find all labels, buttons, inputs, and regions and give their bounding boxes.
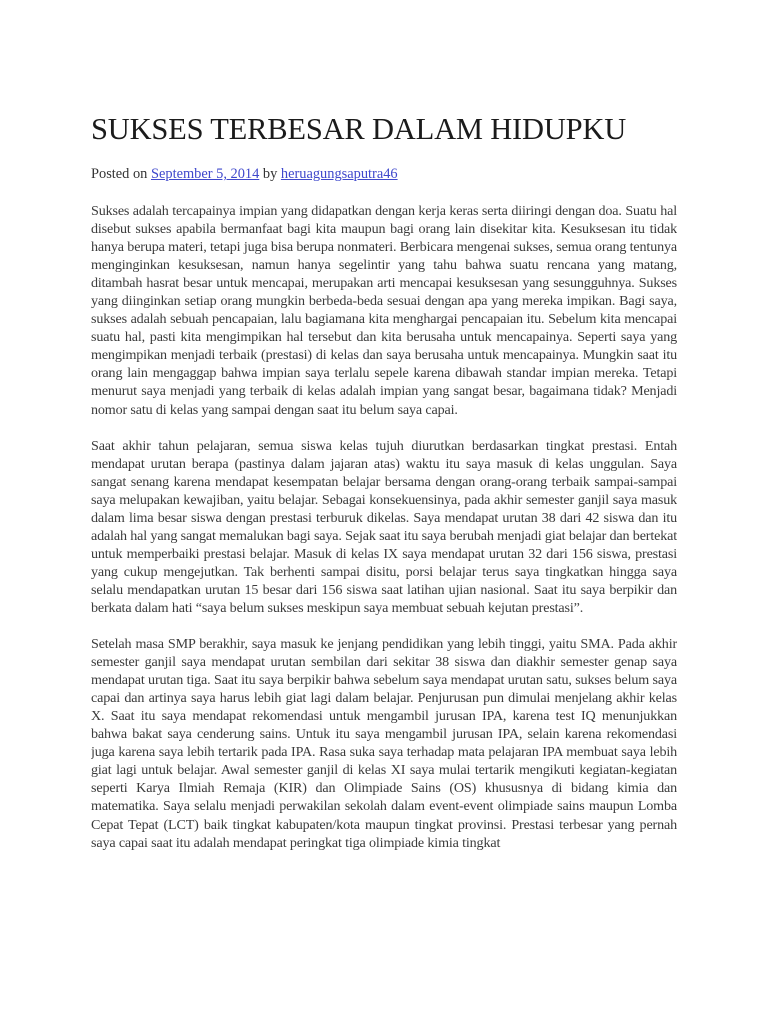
document-page	[91, 0, 677, 1024]
paragraph-1: Sukses adalah tercapainya impian yang didapatkan dengan kerja keras serta diiringi dengan doa. Suatu hal disebut sukses apabila bermanfaat bagi kita maupun bagi orang lain disekitar kita. Kesuksesan itu tidak hanya berupa materi, tetapi juga bisa berupa nonmateri. Berbicara mengenai sukses, semua orang tentunya menginginkan kesuksesan, namun hanya segelintir yang tahu bahwa suatu rencana yang matang, ditambah hasrat besar untuk mencapai, merupakan arti mencapai kesuksesan yang sesungguhnya. Sukses yang diinginkan setiap orang mungkin berbeda-beda sesuai dengan apa yang mereka impikan. Bagi saya, sukses adalah sebuah pencapaian, lalu bagiamana kita menghargai pencapaian itu. Sebelum kita mencapai suatu hal, pasti kita mengimpikan hal tersebut dan kita berusaha untuk mencapainya. Seperti saya yang mengimpikan menjadi terbaik (prestasi) di kelas dan saya berusaha untuk mencapainya. Mungkin saat itu orang lain mengaggap bahwa impian saya terlalu sepele karena dibawah standar impian mereka. Tetapi menurut saya menjadi yang terbaik di kelas adalah impian yang sangat besar, bagaimana tidak? Menjadi nomor satu di kelas yang sampai dengan saat itu belum saya capai.	[91, 203, 677, 418]
by-label: by	[262, 166, 278, 182]
author-link[interactable]: heruagungsaputra46	[280, 166, 398, 182]
post-title: SUKSES TERBESAR DALAM HIDUPKU	[91, 112, 627, 146]
paragraph-2: Saat akhir tahun pelajaran, semua siswa kelas tujuh diurutkan berdasarkan tingkat prestasi. Entah mendapat urutan berapa (pastinya dalam jajaran atas) waktu itu saya masuk di kelas unggulan. Saya sangat senang karena mendapat kesempatan belajar bersama dengan orang-orang terbaik sampai-sampai saya melupakan kewajiban, yaitu belajar. Sebagai konsekuensinya, pada akhir semester ganjil saya masuk dalam lima besar siswa dengan prestasi terburuk dikelas. Saya mendapat urutan 38 dari 42 siswa dan itu adalah hal yang sangat memalukan bagi saya. Sejak saat itu saya berubah menjadi giat belajar dan bertekat untuk memperbaiki prestasi belajar. Masuk di kelas IX saya mendapat urutan 32 dari 156 siswa, prestasi yang cukup mengejutkan. Tak berhenti sampai disitu, porsi belajar terus saya tingkatkan hingga saya selalu mendapatkan urutan 15 besar dari 156 siswa saat latihan ujian nasional. Saat itu saya berpikir dan berkata dalam hati “saya belum sukses meskipun saya membuat sebuah kejutan prestasi”.	[91, 437, 677, 616]
paragraph-3: Setelah masa SMP berakhir, saya masuk ke jenjang pendidikan yang lebih tinggi, yaitu SMA. Pada akhir semester ganjil saya mendapat urutan sembilan dari sekitar 38 siswa dan diakhir semester genap saya mendapat urutan tiga. Saat itu saya berpikir bahwa sebelum saya mendapat urutan satu, sukses belum saya capai dan artinya saya harus lebih giat lagi dalam belajar. Penjurusan pun dimulai menjelang akhir kelas X. Saat itu saya mendapat rekomendasi untuk mengambil jurusan IPA, karena test IQ menunjukkan bahwa bakat saya cenderung sains. Untuk itu saya mengambil jurusan IPA, selain karena rekomendasi juga karena saya lebih tertarik pada IPA. Rasa suka saya terhadap mata pelajaran IPA membuat saya lebih giat lagi untuk belajar. Awal semester ganjil di kelas XI saya mulai tertarik mengikuti kegiatan-kegiatan seperti Karya Ilmiah Remaja (KIR) dan Olimpiade Sains (OS) khususnya di bidang kimia dan matematika. Saya selalu menjadi perwakilan sekolah dalam event-event olimpiade sains maupun Lomba Cepat Tepat (LCT) baik tingkat kabupaten/kota maupun tingkat provinsi. Prestasi terbesar yang pernah saya capai saat itu adalah mendapat peringkat tiga olimpiade kimia tingkat	[91, 636, 677, 851]
post-date-link[interactable]: September 5, 2014	[150, 166, 260, 182]
post-content	[91, 202, 677, 870]
post-meta	[91, 165, 398, 183]
posted-on-label: Posted on	[91, 166, 148, 182]
